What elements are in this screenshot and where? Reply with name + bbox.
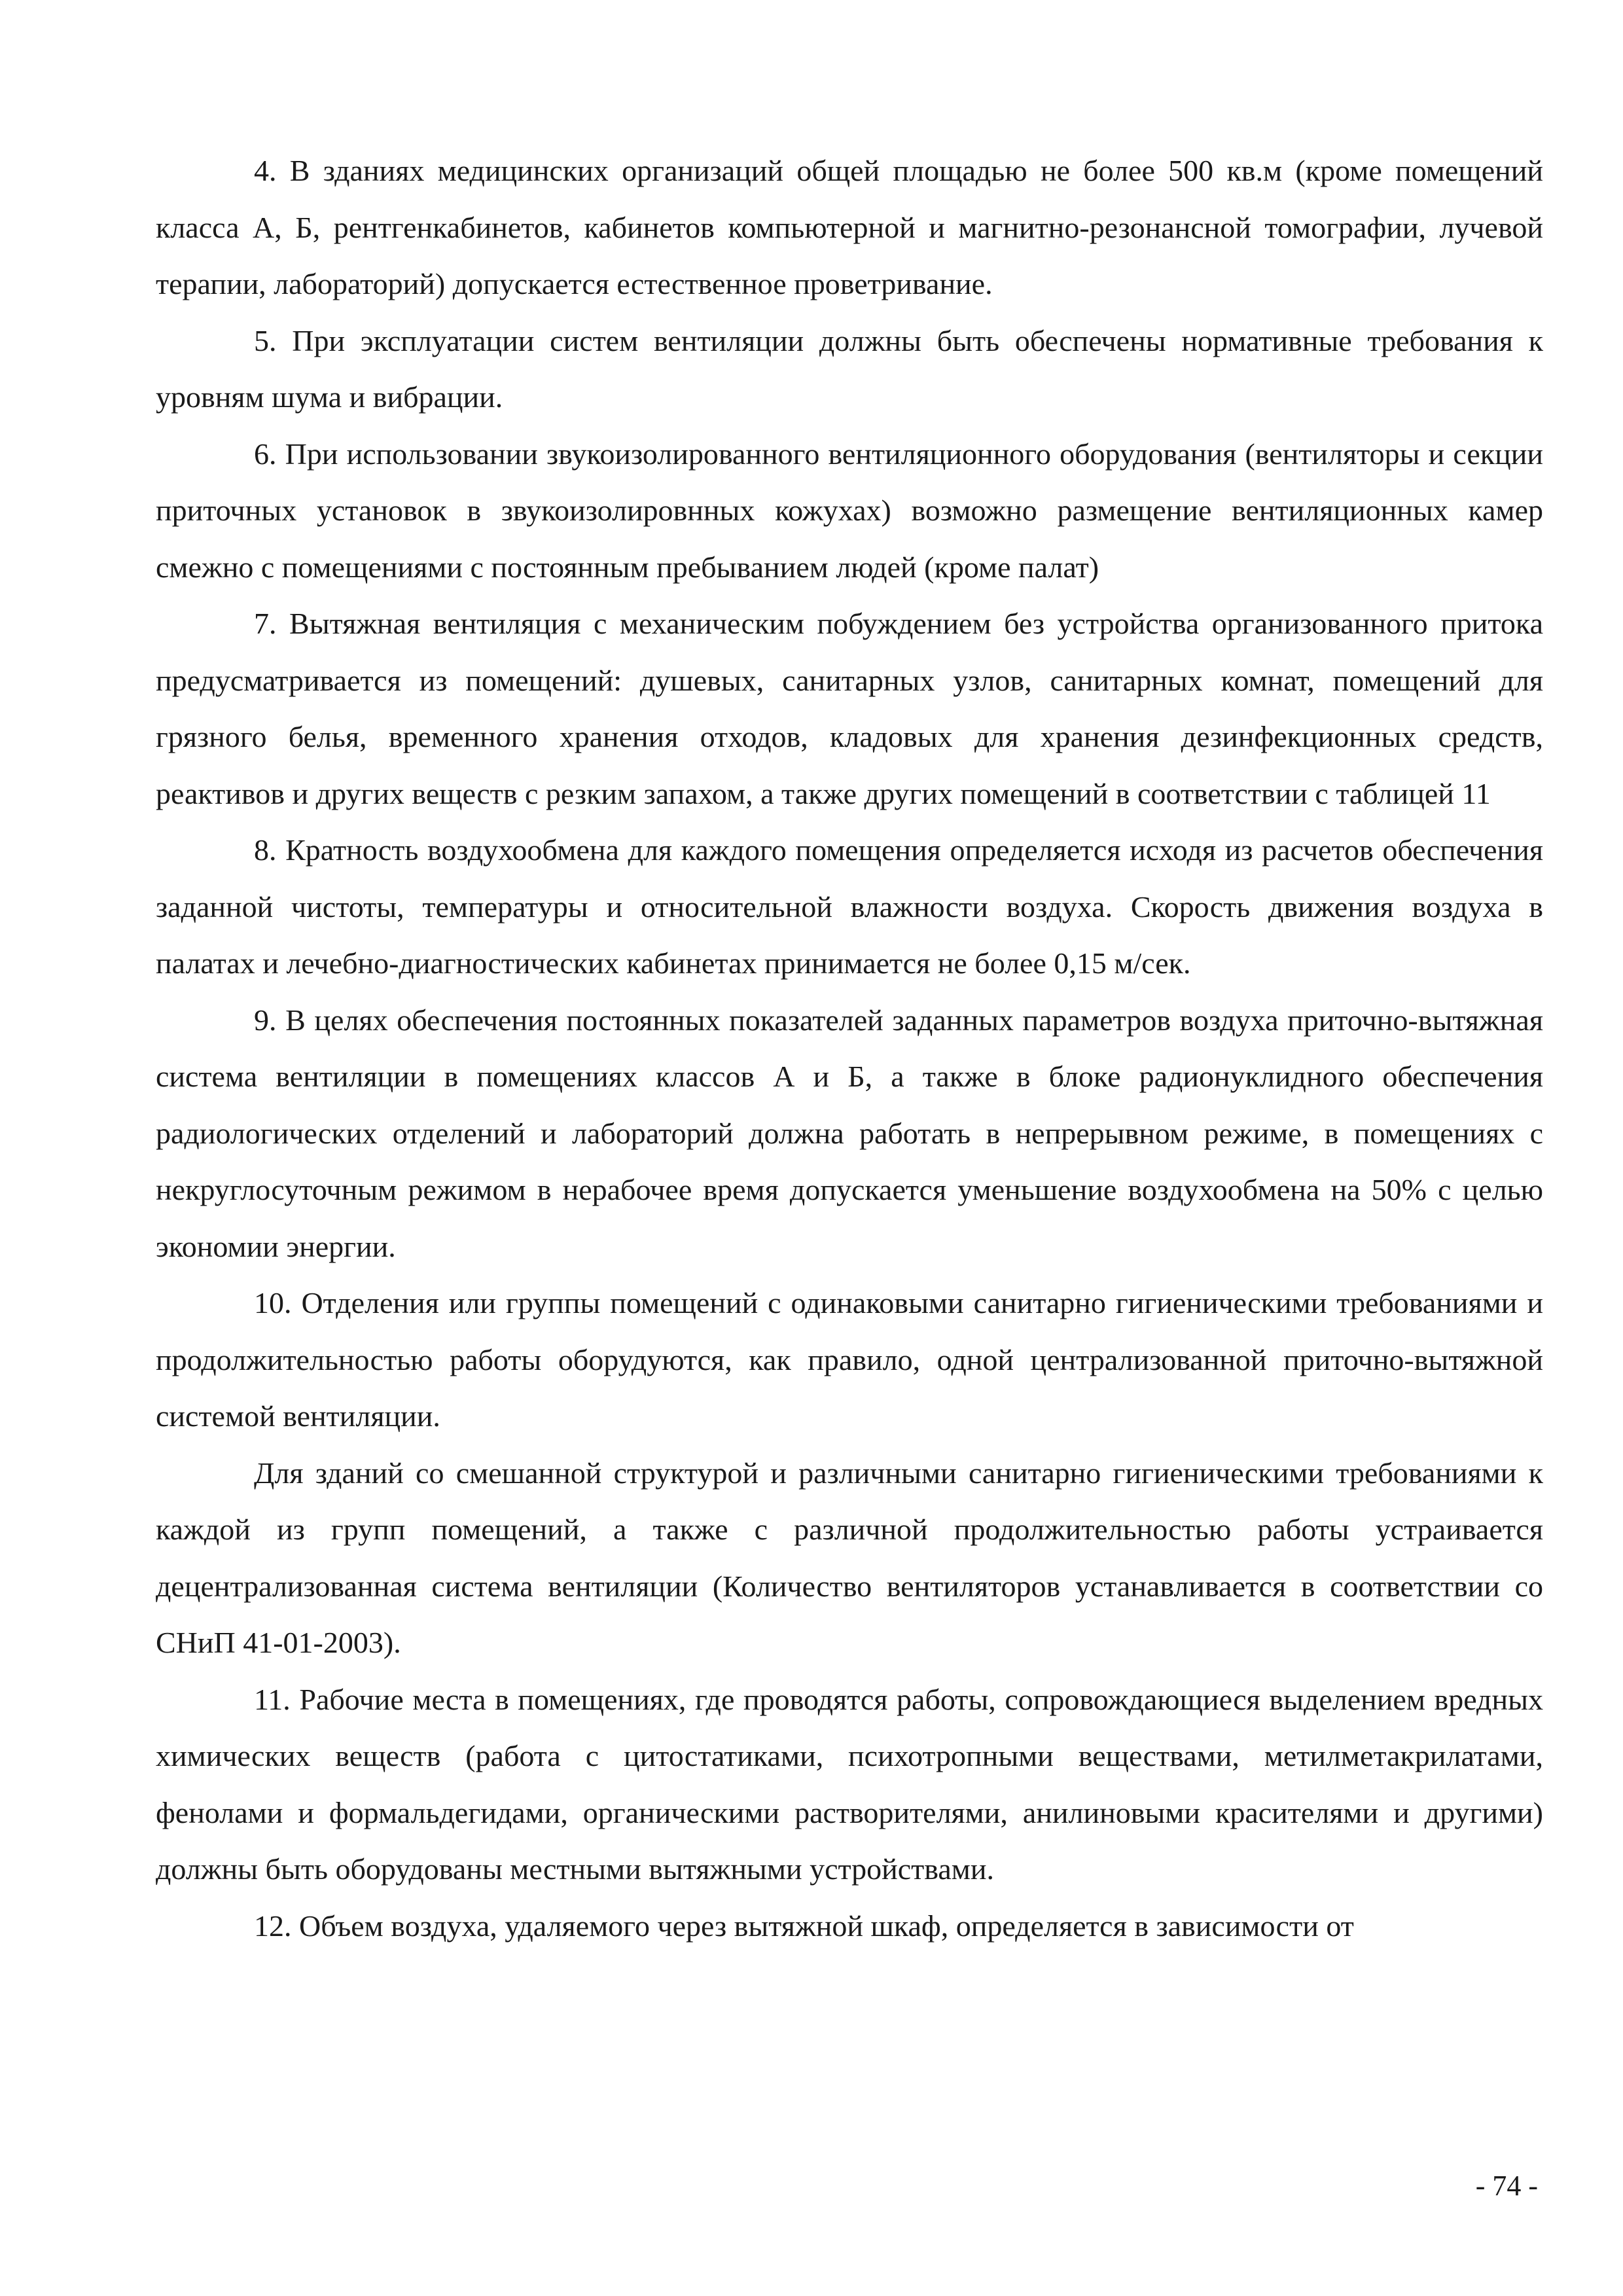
paragraph-11: 11. Рабочие места в помещениях, где проводятся работы, сопровождающиеся выделением вредных химических веществ (работа с цитостатиками, психотропными веществами, метилметакрилатами, фенолами и формальдегидами, органическими растворителями, анилиновыми красителями и другими) должны быть оборудованы местными вытяжными устройствами. (156, 1682, 1543, 1886)
paragraph-4: 4. В зданиях медицинских организаций общей площадью не более 500 кв.м (кроме помещений класса А, Б, рентгенкабинетов, кабинетов компьютерной и магнитно-резонансной томографии, лучевой терапии, лабораторий) допускается естественное проветривание. (156, 154, 1543, 300)
paragraph-10: 10. Отделения или группы помещений с одинаковыми санитарно гигиеническими требованиями и продолжительностью работы оборудуются, как правило, одной централизованной приточно-вытяжной системой вентиляции. (156, 1286, 1543, 1433)
paragraph-5: 5. При эксплуатации систем вентиляции должны быть обеспечены нормативные требования к уровням шума и вибрации. (156, 323, 1543, 414)
page-number: - 74 - (1475, 2170, 1538, 2202)
paragraph-12: 12. Объем воздуха, удаляемого через вытяжной шкаф, определяется в зависимости от (254, 1909, 1354, 1943)
paragraph-8: 8. Кратность воздухообмена для каждого помещения определяется исходя из расчетов обеспечения заданной чистоты, температуры и относительной влажности воздуха. Скорость движения воздуха в палатах и лечебно-диагностических кабинетах принимается не более 0,15 м/сек. (156, 833, 1543, 980)
body-text (156, 143, 1543, 1954)
paragraph-6: 6. При использовании звукоизолированного вентиляционного оборудования (вентиляторы и секции приточных установок в звукоизолировнных кожухах) возможно размещение вентиляционных камер смежно с помещениями с постоянным пребыванием людей (кроме палат) (156, 437, 1543, 584)
paragraph-9: 9. В целях обеспечения постоянных показателей заданных параметров воздуха приточно-вытяжная система вентиляции в помещениях классов А и Б, а также в блоке радионуклидного обеспечения радиологических отделений и лабораторий должна работать в непрерывном режиме, в помещениях с некруглосуточным режимом в нерабочее время допускается уменьшение воздухообмена на 50% с целью экономии энергии. (156, 1003, 1543, 1263)
paragraph-7: 7. Вытяжная вентиляция с механическим побуждением без устройства организованного притока предусматривается из помещений: душевых, санитарных узлов, санитарных комнат, помещений для грязного белья, временного хранения отходов, кладовых для хранения дезинфекционных средств, реактивов и других веществ с резким запахом, а также других помещений в соответствии с таблицей 11 (156, 607, 1543, 810)
paragraph-10-continued: Для зданий со смешанной структурой и различными санитарно гигиеническими требованиями к каждой из групп помещений, а также с различной продолжительностью работы устраивается децентрализованная система вентиляции (Количество вентиляторов устанавливается в соответствии со СНиП 41-01-2003). (156, 1456, 1543, 1659)
